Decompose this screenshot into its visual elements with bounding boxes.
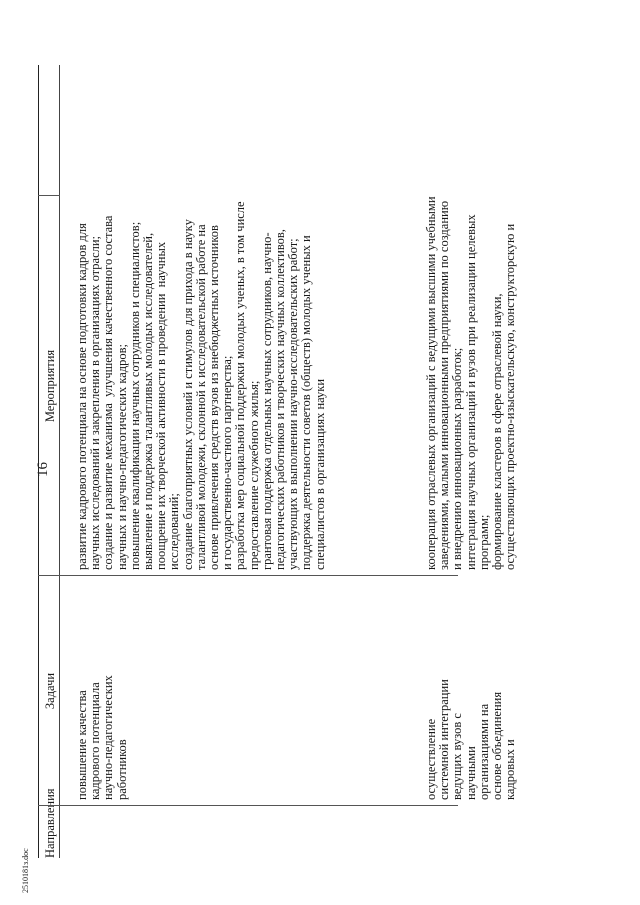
document-page (35, 65, 518, 858)
table-top-border (38, 65, 39, 858)
row-2-activities: кооперация отраслевых организаций с ведущими высшими учебными заведениями, малыми инновационными предприятиями по созданию и внедрению инновационных разработок; интеграция научных организаций и вузов при реализации целевых программ; формирование кластеров в сфере отраслевой науки, осуществляющих проектно-изыскательскую, конструкторскую и (424, 196, 518, 570)
page-number: 16 (35, 462, 51, 477)
row-1-activities: развитие кадрового потенциала на основе подготовки кадров для научных исследований и закрепления в организациях отрасли; создание и развитие механизма улучшения качественного состава научных и научно-педагогических кадров; повышение квалификации научных сотрудников и специалистов; выявление и поддержка талантливых молодых исследователей, поощрение их творческой активности в проведении научных исследований; создание благоприятных условий и стимулов для прихода в науку талантливой молодежи, склонной к исследовательской работе на основе привлечения средств вузов из внебюджетных источников и государственно-частного партнерства; разработка мер социальной поддержки молодых ученых, в том числе предоставление служебного жилья; грантовая поддержка отдельных научных сотрудников, научно- педагогических работников и творческих научных коллективов, участвующих в выполнении научно-исследовательских работ; поддержка деятельности советов (обществ) молодых ученых и специалистов в организациях науки (75, 201, 327, 570)
header-directions: Направления (43, 788, 57, 858)
header-bottom-border (59, 65, 60, 858)
header-tasks: Задачи (43, 672, 57, 710)
row-1-task: повышение качества кадрового потенциала научно-педагогических работников (75, 675, 129, 800)
column-divider (38, 195, 60, 196)
document-code: 2510181з.doc (21, 848, 30, 893)
header-activities: Мероприятия (43, 349, 57, 423)
column-divider (38, 575, 458, 576)
row-2-task: осуществление системной интеграции ведущих вузов с научными организациями на основе объединения кадровых и (424, 679, 518, 800)
column-divider (38, 805, 458, 806)
